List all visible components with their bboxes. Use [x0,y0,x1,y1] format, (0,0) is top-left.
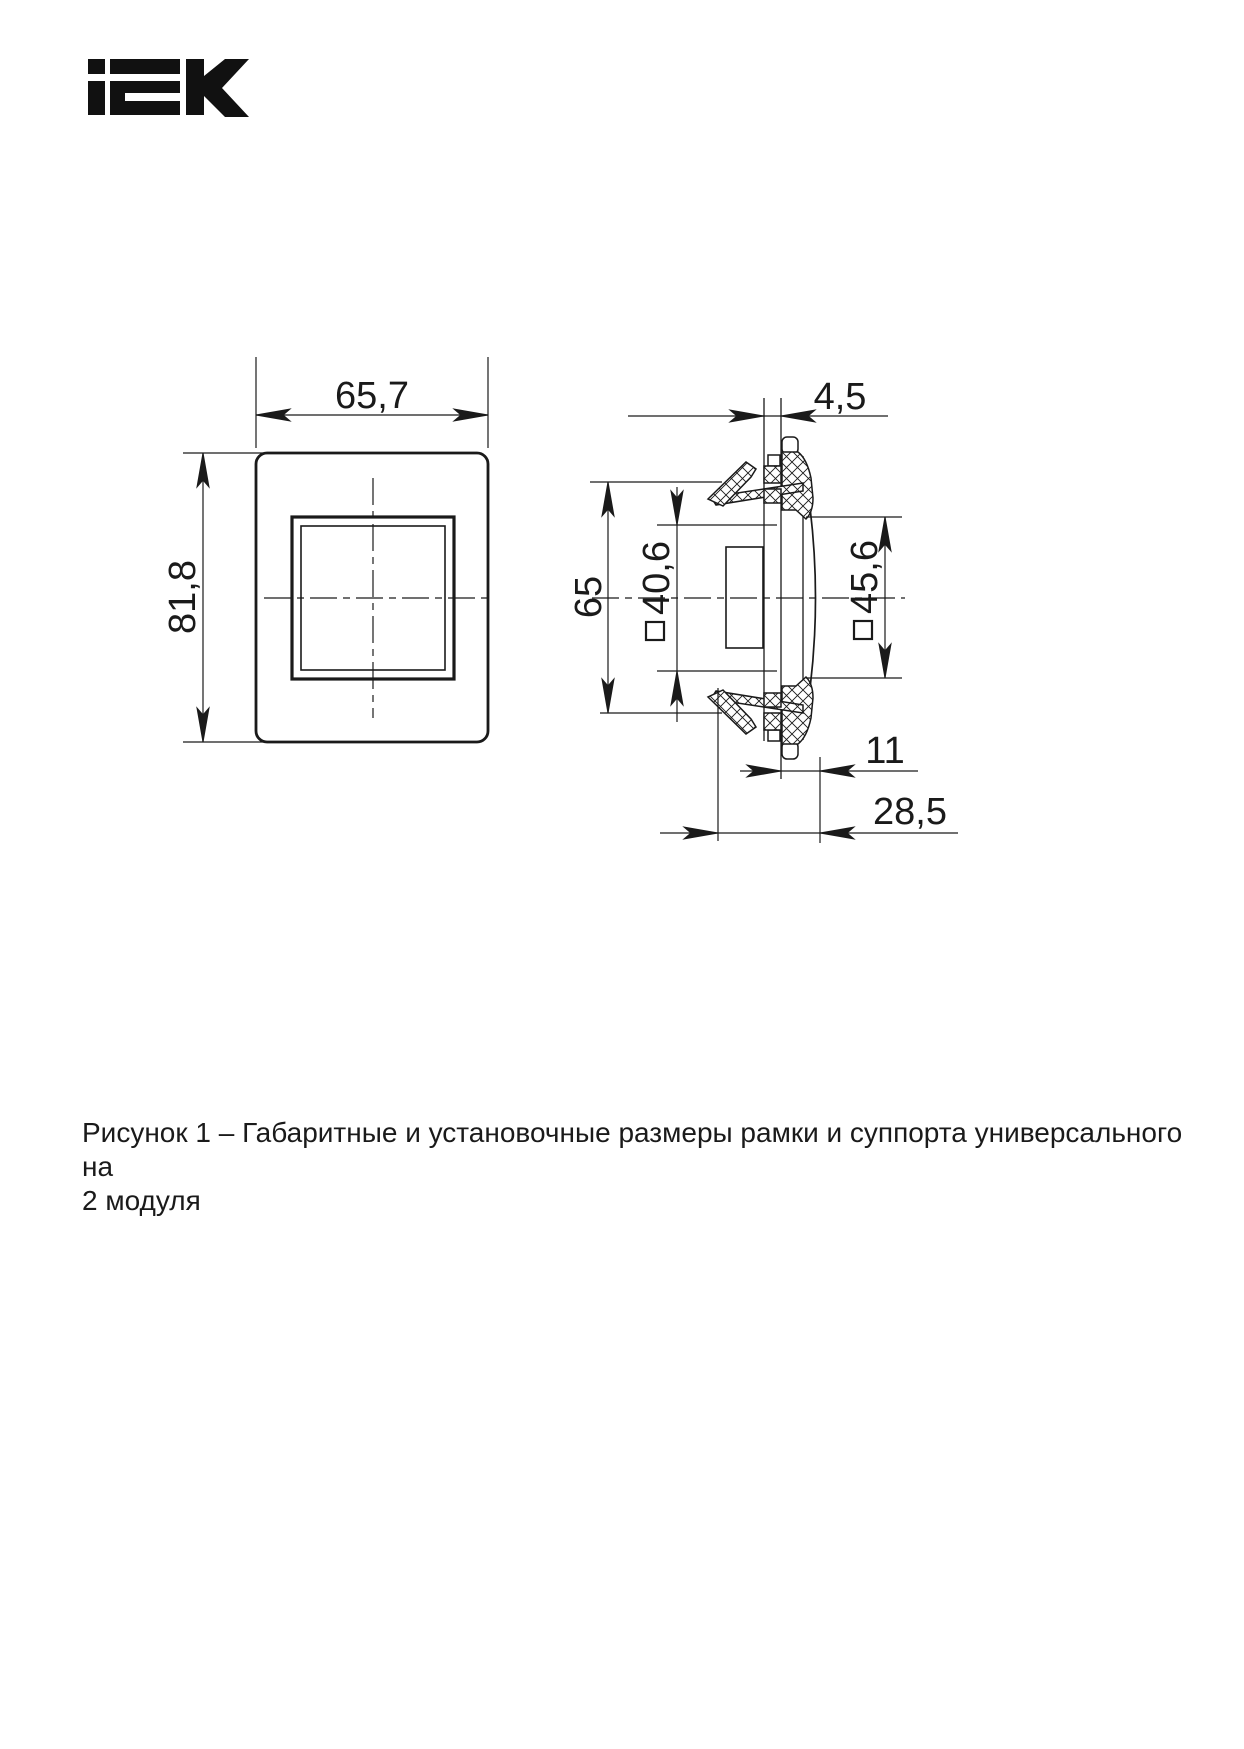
logo-letter-e-body [110,81,180,115]
side-view [568,376,958,843]
dim-label-total-depth: 28,5 [873,791,947,833]
logo-letter-k-stem [186,59,204,115]
claw-step [768,730,780,741]
dim-label-front-width: 65,7 [335,375,409,417]
square-symbol-icon [646,622,664,640]
figure-caption-line2: 2 модуля [82,1185,201,1217]
dimension-front-height [162,453,268,742]
wall-section-block [764,713,781,730]
dim-label-support-square: 45,6 [844,540,886,614]
dimension-frame-offset [628,376,888,422]
logo-letter-i-dot [88,59,105,74]
logo-letter-e-top-bar [110,59,180,74]
bottom-claw-section [708,677,813,759]
front-view [162,357,490,742]
wall-section-block [764,466,781,483]
dim-label-mounting-height: 65 [568,575,610,619]
square-symbol-icon [854,621,872,639]
dim-label-front-depth: 11 [865,730,905,772]
wall-section-block [764,489,781,503]
top-claw-section [708,437,813,519]
claw-step [768,455,780,466]
dim-label-frame-offset: 4,5 [813,376,867,418]
logo-letter-k-arms [204,59,249,117]
figure-caption [82,1116,1202,1218]
logo-letter-i-stem [88,81,105,115]
front-centerlines [264,478,490,718]
dim-label-window-square: 40,6 [636,541,678,615]
wall-section-block [764,693,781,707]
dimension-front-width [256,357,488,448]
iek-logo [88,59,249,117]
dim-label-front-height: 81,8 [162,560,204,634]
figure-caption-line1: Рисунок 1 – Габаритные и установочные размеры рамки и суппорта универсального на [82,1117,1183,1183]
